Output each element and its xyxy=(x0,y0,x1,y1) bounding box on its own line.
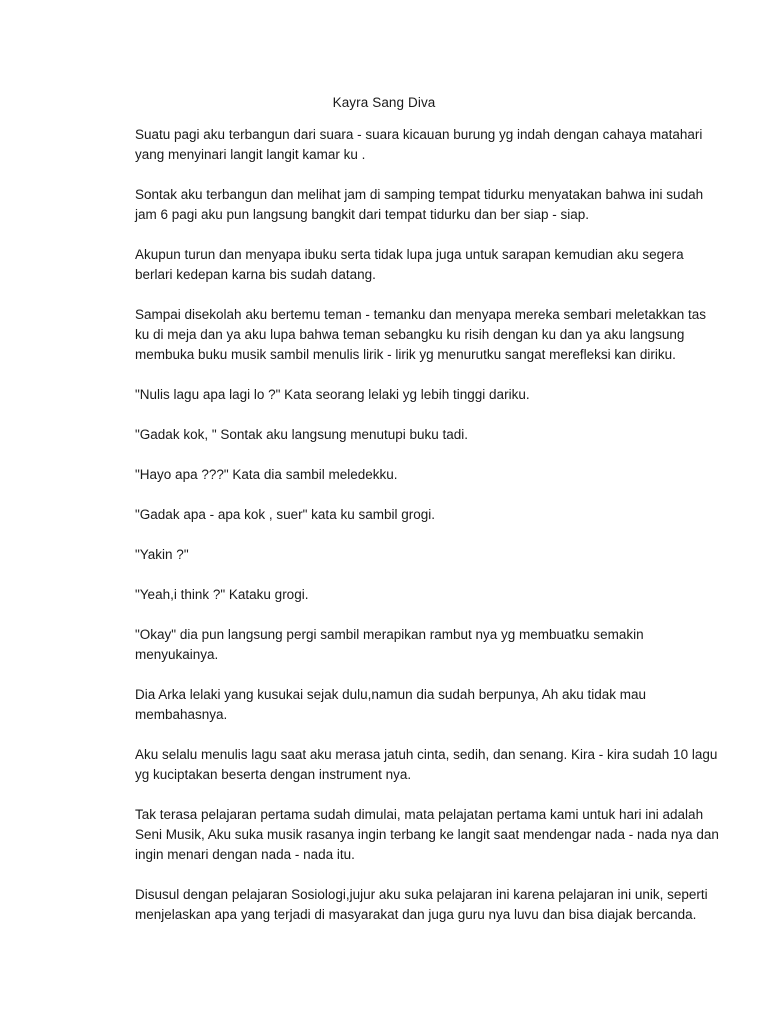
paragraph xyxy=(135,185,704,225)
text-line: membuka buku musik sambil menulis lirik - lirik yg menurutku sangat merefleksi kan diriku. xyxy=(135,347,676,362)
text-line: ingin menari dengan nada - nada itu. xyxy=(135,847,355,862)
text-line: "Yeah,i think ?" Kataku grogi. xyxy=(135,587,309,602)
paragraph xyxy=(135,245,684,285)
paragraph xyxy=(135,885,708,925)
document-body xyxy=(135,125,719,945)
text-line: Sampai disekolah aku bertemu teman - temanku dan menyapa mereka sembari meletakkan tas xyxy=(135,307,707,322)
paragraph xyxy=(135,465,675,485)
paragraph xyxy=(135,305,707,365)
text-line: menjelaskan apa yang terjadi di masyarakat dan juga guru nya luvu dan bisa diajak bercanda. xyxy=(135,907,697,922)
document-title: Kayra Sang Diva xyxy=(332,95,436,110)
paragraph xyxy=(135,805,719,865)
paragraph xyxy=(135,505,675,525)
text-line: menyukainya. xyxy=(135,647,219,662)
text-line: yang menyinari langit langit kamar ku . xyxy=(135,147,366,162)
text-line: Akupun turun dan menyapa ibuku serta tidak lupa juga untuk sarapan kemudian aku segera xyxy=(135,247,684,262)
text-line: Tak terasa pelajaran pertama sudah dimulai, mata pelajatan pertama kami untuk hari ini adalah xyxy=(135,807,704,822)
paragraph xyxy=(135,745,718,785)
text-line: ku di meja dan ya aku lupa bahwa teman sebangku ku risih dengan ku dan ya aku langsung xyxy=(135,327,685,342)
text-line: membahasnya. xyxy=(135,707,228,722)
text-line: yg kuciptakan beserta dengan instrument nya. xyxy=(135,767,412,782)
text-line: Aku selalu menulis lagu saat aku merasa jatuh cinta, sedih, dan senang. Kira - kira sudah 10 lagu xyxy=(135,747,718,762)
paragraph xyxy=(135,385,675,405)
paragraph xyxy=(135,685,675,725)
text-line: berlari kedepan karna bis sudah datang. xyxy=(135,267,376,282)
text-line: Sontak aku terbangun dan melihat jam di samping tempat tidurku menyatakan bahwa ini sudah xyxy=(135,187,704,202)
text-line: "Okay" dia pun langsung pergi sambil merapikan rambut nya yg membuatku semakin xyxy=(135,627,644,642)
paragraph xyxy=(135,125,703,165)
text-line: Seni Musik, Aku suka musik rasanya ingin terbang ke langit saat mendengar nada - nada nya dan xyxy=(135,827,719,842)
text-line: Suatu pagi aku terbangun dari suara - suara kicauan burung yg indah dengan cahaya matahari xyxy=(135,127,703,142)
paragraph xyxy=(135,425,675,445)
text-line: "Nulis lagu apa lagi lo ?" Kata seorang lelaki yg lebih tinggi dariku. xyxy=(135,387,530,402)
text-line: Disusul dengan pelajaran Sosiologi,jujur aku suka pelajaran ini karena pelajaran ini unik, seperti xyxy=(135,887,708,902)
text-line: "Gadak apa - apa kok , suer" kata ku sambil grogi. xyxy=(135,507,435,522)
text-line: "Hayo apa ???" Kata dia sambil meledekku. xyxy=(135,467,398,482)
paragraph xyxy=(135,545,675,565)
text-line: jam 6 pagi aku pun langsung bangkit dari tempat tidurku dan ber siap - siap. xyxy=(135,207,590,222)
text-line: "Gadak kok, " Sontak aku langsung menutupi buku tadi. xyxy=(135,427,469,442)
paragraph xyxy=(135,625,675,665)
paragraph xyxy=(135,585,675,605)
text-line: "Yakin ?" xyxy=(135,547,189,562)
text-line: Dia Arka lelaki yang kusukai sejak dulu,namun dia sudah berpunya, Ah aku tidak mau xyxy=(135,687,647,702)
